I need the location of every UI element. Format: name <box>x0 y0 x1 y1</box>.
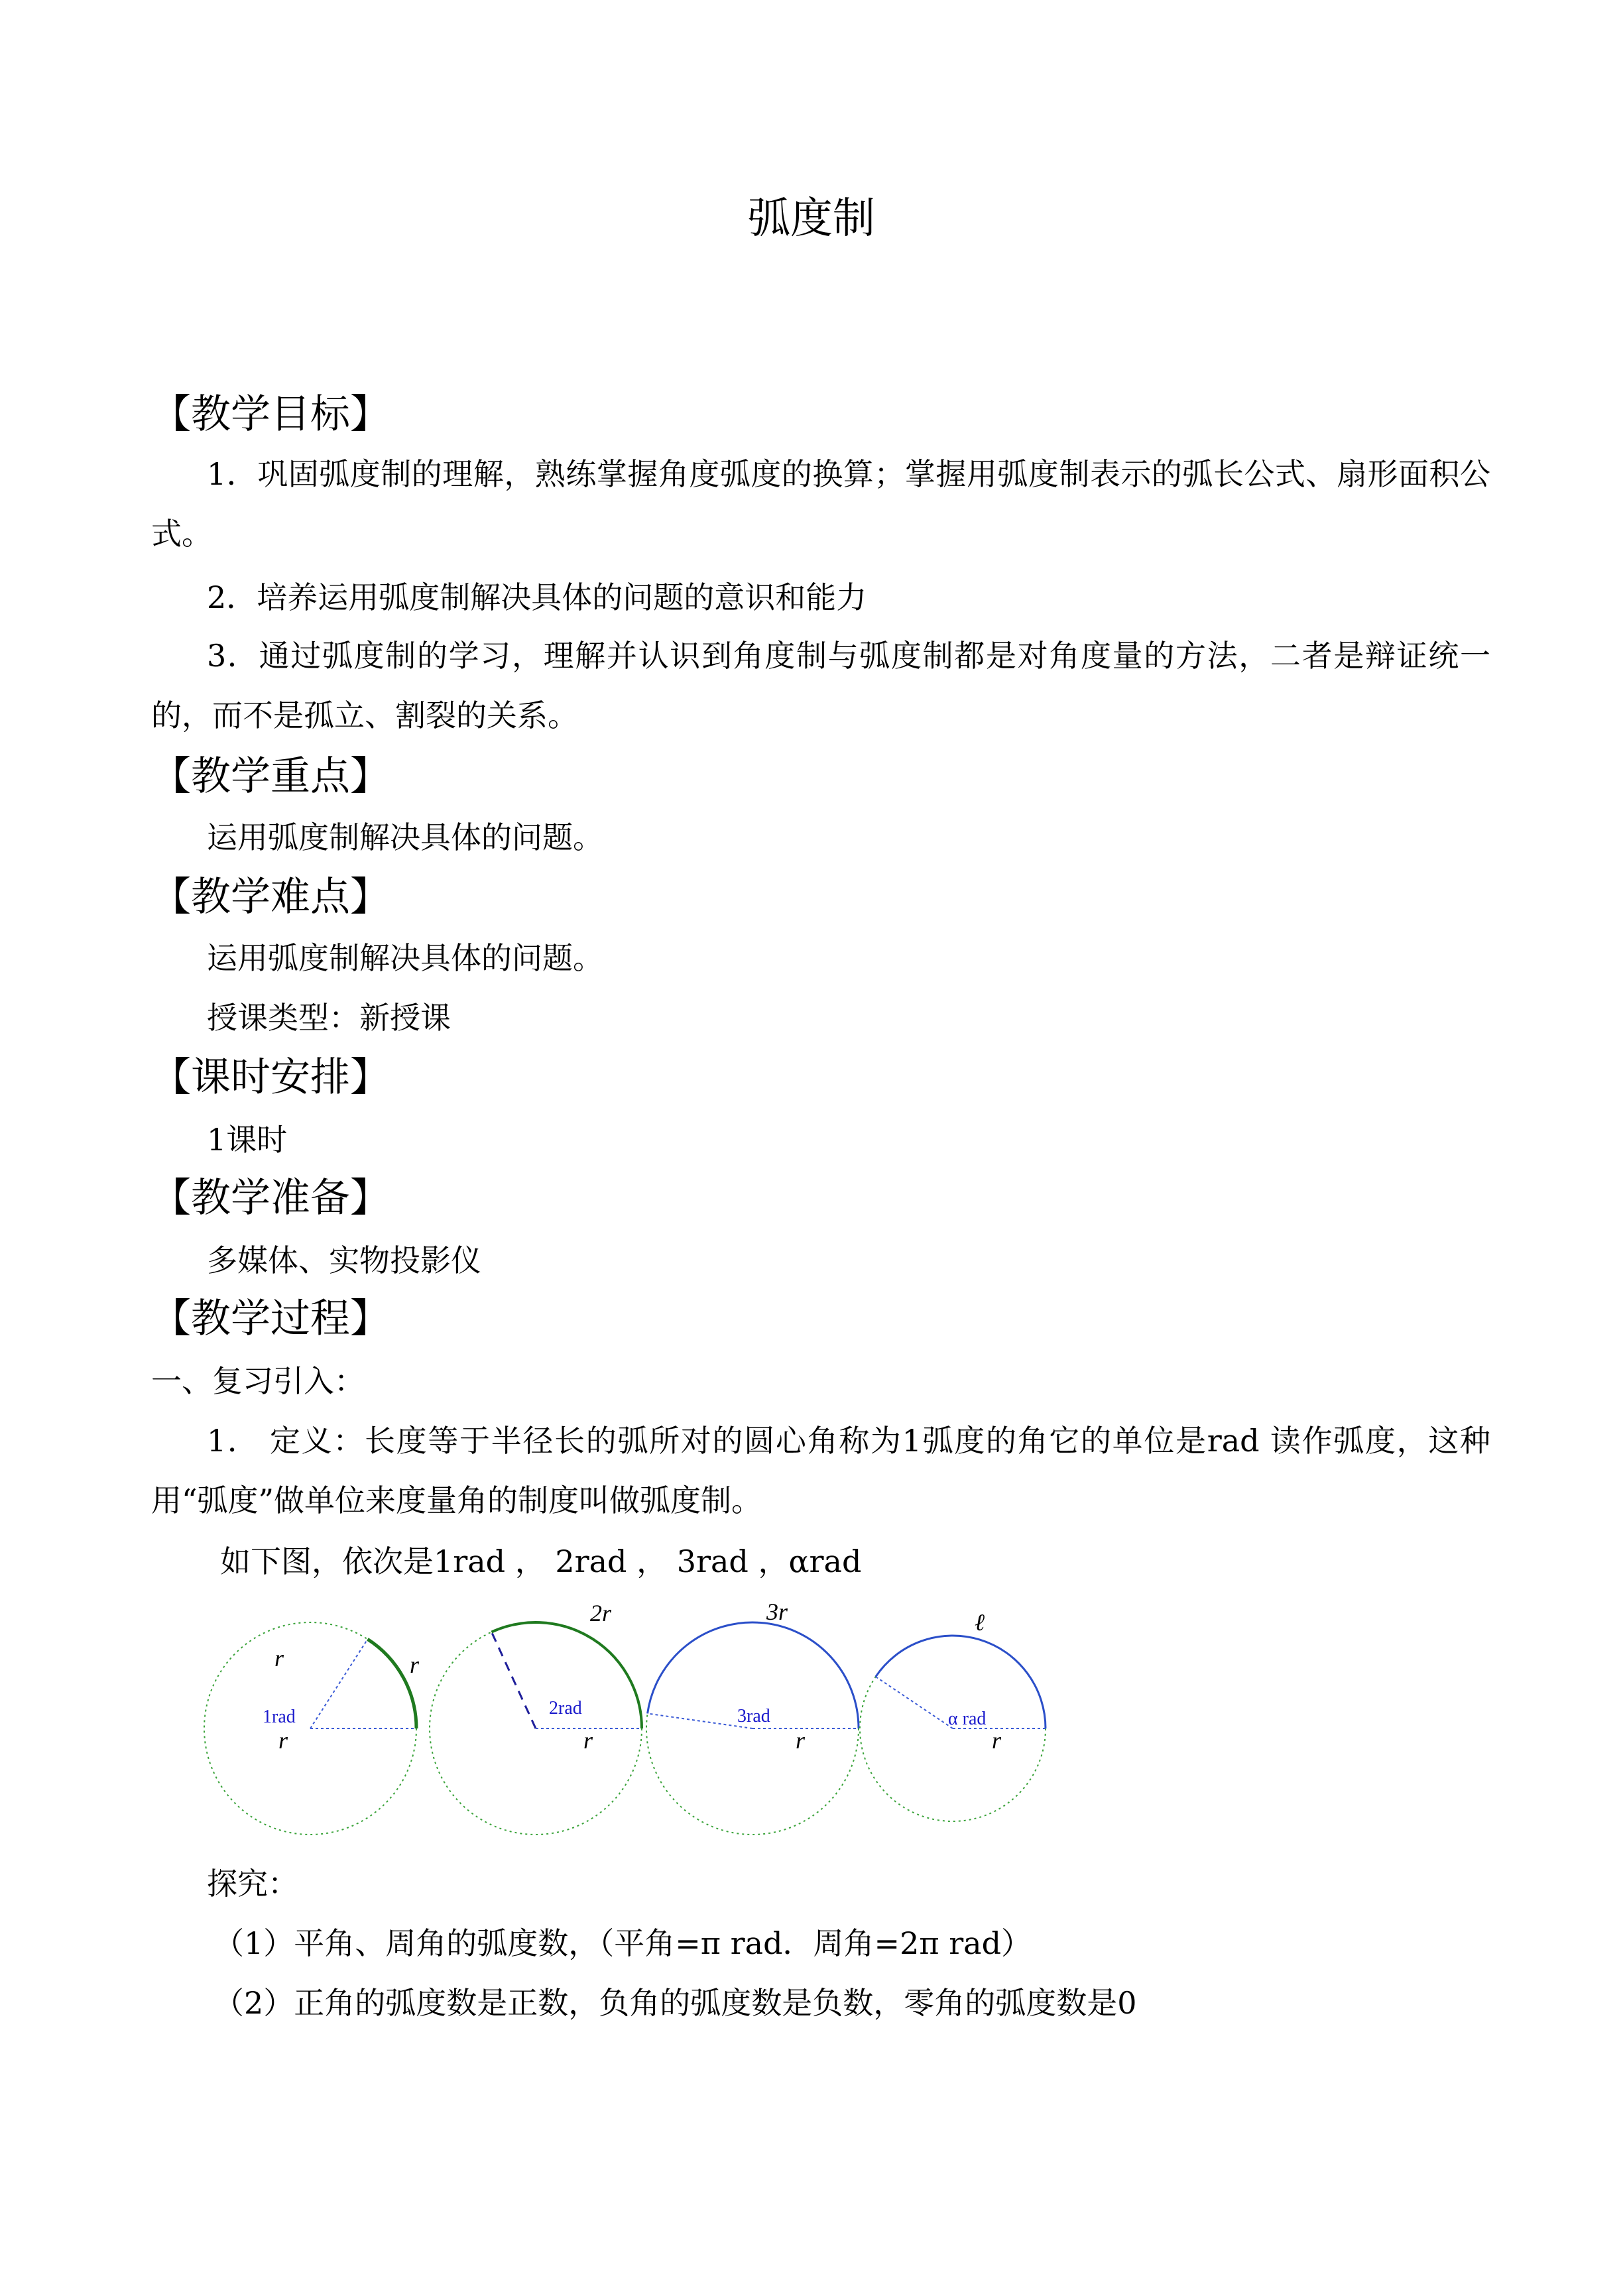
arc-label: 2r <box>590 1601 612 1626</box>
arc-label: ℓ <box>975 1609 985 1636</box>
explore-item-2: （2）正角的弧度数是正数，负角的弧度数是负数，零角的弧度数是0 <box>213 1985 1137 2021</box>
angle-label: α rad <box>948 1709 987 1729</box>
preparation-text: 多媒体、实物投影仪 <box>207 1242 481 1278</box>
explore-heading: 探究： <box>207 1866 298 1902</box>
side-label: r <box>274 1645 284 1671</box>
arc-label: 3r <box>766 1601 788 1625</box>
angle-label: 1rad <box>263 1707 296 1727</box>
angle-label: 2rad <box>549 1698 582 1719</box>
definition-text: 1． 定义：长度等于半径长的弧所对的圆心角称为1弧度的角它的单位是rad 读作弧度，这种用“弧度”做单位来度量角的制度叫做弧度制。 <box>151 1423 1490 1518</box>
circle-1rad <box>204 1622 420 1835</box>
section-heading-schedule: 【课时安排】 <box>151 1054 390 1101</box>
section-heading-process: 【教学过程】 <box>151 1296 390 1342</box>
section-heading-key-points: 【教学重点】 <box>151 753 390 800</box>
review-heading: 一、复习引入： <box>151 1363 365 1399</box>
radius-line <box>491 1632 536 1728</box>
section-heading-preparation: 【教学准备】 <box>151 1175 390 1221</box>
section-heading-difficulties: 【教学难点】 <box>151 874 390 920</box>
angle-label: 3rad <box>737 1706 770 1726</box>
key-point-text: 运用弧度制解决具体的问题。 <box>207 819 603 855</box>
objective-2: 2．培养运用弧度制解决具体的问题的意识和能力 <box>207 579 867 615</box>
objective-3: 3．通过弧度制的学习，理解并认识到角度制与弧度制都是对角度量的方法，二者是辩证统一的，而不是孤立、割裂的关系。 <box>151 638 1490 733</box>
arc <box>367 1639 416 1728</box>
page-title: 弧度制 <box>748 194 875 243</box>
arc-label: r <box>410 1652 420 1678</box>
radius-label: r <box>992 1727 1002 1754</box>
circle-2rad <box>430 1601 642 1835</box>
radius-label: r <box>583 1727 593 1754</box>
radius-label: r <box>278 1727 288 1754</box>
radius-line <box>876 1677 953 1728</box>
radius-label: r <box>796 1727 806 1754</box>
figure-caption: 如下图，依次是1rad ， 2rad ， 3rad ，αrad <box>220 1543 862 1579</box>
difficulty-text: 运用弧度制解决具体的问题。 <box>207 940 603 976</box>
lesson-type: 授课类型：新授课 <box>207 1000 451 1036</box>
radius-line <box>310 1639 367 1728</box>
radian-figure <box>199 1601 1061 1846</box>
circle-3rad <box>646 1601 859 1835</box>
section-heading-objectives: 【教学目标】 <box>151 391 390 438</box>
objective-1: 1．巩固弧度制的理解，熟练掌握角度弧度的换算；掌握用弧度制表示的弧长公式、扇形面积公式。 <box>151 456 1490 552</box>
circle-alpha-rad <box>860 1609 1046 1821</box>
schedule-text: 1课时 <box>207 1122 288 1158</box>
explore-item-1: （1）平角、周角的弧度数，（平角=π rad．周角=2π rad） <box>213 1925 1032 1961</box>
